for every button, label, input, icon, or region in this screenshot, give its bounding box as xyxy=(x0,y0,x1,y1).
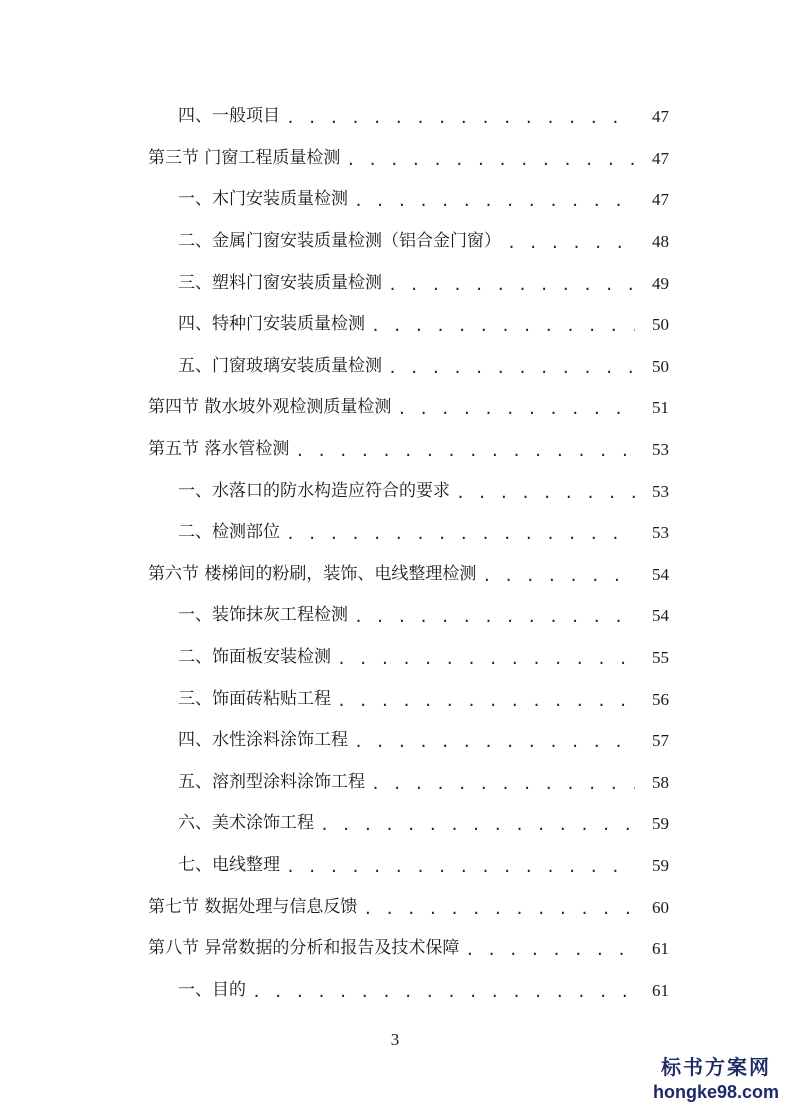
toc-entry-title: 四、特种门安装质量检测 xyxy=(178,314,365,335)
dot-leader xyxy=(388,278,635,293)
toc-entry[interactable] xyxy=(0,595,790,637)
dot-leader xyxy=(354,610,635,625)
toc-entry-title: 第五节 落水管检测 xyxy=(148,439,290,460)
toc-entry-title: 二、饰面板安装检测 xyxy=(178,647,331,668)
toc-section-entry[interactable] xyxy=(0,554,790,596)
toc-entry-title: 五、门窗玻璃安装质量检测 xyxy=(178,355,382,376)
toc-entry-page: 53 xyxy=(652,481,669,501)
toc-entry-title: 第六节 楼梯间的粉刷，装饰、电线整理检测 xyxy=(148,563,477,584)
dot-leader xyxy=(482,569,635,584)
toc-entry-page: 54 xyxy=(652,564,669,584)
toc-entry[interactable] xyxy=(0,803,790,845)
toc-entry-title: 一、目的 xyxy=(178,979,246,1000)
toc-entry[interactable] xyxy=(0,512,790,554)
toc-entry-title: 三、饰面砖粘贴工程 xyxy=(178,688,331,709)
toc-section-entry[interactable] xyxy=(0,429,790,471)
toc-entry-page: 54 xyxy=(652,606,669,626)
toc-entry-page: 48 xyxy=(652,232,669,252)
dot-leader xyxy=(286,111,635,126)
toc-section-entry[interactable] xyxy=(0,387,790,429)
toc-entry-page: 61 xyxy=(652,939,669,959)
watermark-chinese-text: 标书方案网 xyxy=(661,1055,771,1079)
toc-entry[interactable] xyxy=(0,969,790,1011)
toc-entry[interactable] xyxy=(0,637,790,679)
toc-entry[interactable] xyxy=(0,346,790,388)
toc-entry[interactable] xyxy=(0,470,790,512)
toc-section-entry[interactable] xyxy=(0,138,790,180)
dot-leader xyxy=(354,735,635,750)
toc-entry-page: 61 xyxy=(652,980,669,1000)
table-of-contents xyxy=(0,96,790,1011)
dot-leader xyxy=(252,985,635,1000)
dot-leader xyxy=(337,652,635,667)
toc-entry-title: 六、美术涂饰工程 xyxy=(178,813,314,834)
dot-leader xyxy=(337,694,635,709)
toc-entry[interactable] xyxy=(0,720,790,762)
dot-leader xyxy=(286,860,635,875)
toc-entry-page: 59 xyxy=(652,814,669,834)
toc-entry-page: 51 xyxy=(652,398,669,418)
site-watermark xyxy=(650,1054,782,1112)
toc-entry-title: 三、塑料门窗安装质量检测 xyxy=(178,272,382,293)
toc-entry-title: 四、水性涂料涂饰工程 xyxy=(178,730,348,751)
toc-entry[interactable] xyxy=(0,678,790,720)
dot-leader xyxy=(371,319,635,334)
toc-entry-page: 47 xyxy=(652,148,669,168)
toc-entry[interactable] xyxy=(0,845,790,887)
dot-leader xyxy=(346,153,635,168)
toc-entry-page: 50 xyxy=(652,315,669,335)
toc-entry[interactable] xyxy=(0,304,790,346)
toc-entry-page: 49 xyxy=(652,273,669,293)
dot-leader xyxy=(507,236,635,251)
toc-entry-page: 50 xyxy=(652,356,669,376)
toc-entry-title: 第三节 门窗工程质量检测 xyxy=(148,147,341,168)
toc-entry-page: 53 xyxy=(652,440,669,460)
toc-entry-page: 53 xyxy=(652,523,669,543)
toc-entry-title: 第八节 异常数据的分析和报告及技术保障 xyxy=(148,938,460,959)
dot-leader xyxy=(354,194,635,209)
dot-leader xyxy=(320,818,635,833)
dot-leader xyxy=(456,486,635,501)
dot-leader xyxy=(295,444,635,459)
toc-entry-title: 五、溶剂型涂料涂饰工程 xyxy=(178,771,365,792)
toc-entry[interactable] xyxy=(0,221,790,263)
toc-entry-title: 二、金属门窗安装质量检测（铝合金门窗） xyxy=(178,231,501,252)
dot-leader xyxy=(388,361,635,376)
toc-entry-page: 56 xyxy=(652,689,669,709)
toc-entry-title: 一、装饰抹灰工程检测 xyxy=(178,605,348,626)
toc-entry-page: 60 xyxy=(652,897,669,917)
toc-entry[interactable] xyxy=(0,262,790,304)
toc-entry-page: 55 xyxy=(652,648,669,668)
toc-entry-title: 二、检测部位 xyxy=(178,522,280,543)
toc-entry[interactable] xyxy=(0,762,790,804)
toc-entry[interactable] xyxy=(0,96,790,138)
dot-leader xyxy=(371,777,635,792)
page-number: 3 xyxy=(390,1030,400,1049)
dot-leader xyxy=(465,943,635,958)
watermark-domain-text: hongke98.com xyxy=(652,1082,780,1102)
dot-leader xyxy=(397,402,635,417)
toc-entry-title: 四、一般项目 xyxy=(178,106,280,127)
dot-leader xyxy=(286,527,635,542)
toc-entry-title: 七、电线整理 xyxy=(178,854,280,875)
toc-section-entry[interactable] xyxy=(0,928,790,970)
dot-leader xyxy=(363,902,635,917)
toc-section-entry[interactable] xyxy=(0,886,790,928)
toc-entry-page: 59 xyxy=(652,855,669,875)
toc-entry-title: 第七节 数据处理与信息反馈 xyxy=(148,896,358,917)
toc-entry-title: 一、木门安装质量检测 xyxy=(178,189,348,210)
toc-entry-page: 47 xyxy=(652,190,669,210)
toc-entry-page: 57 xyxy=(652,731,669,751)
toc-entry-title: 第四节 散水坡外观检测质量检测 xyxy=(148,397,392,418)
toc-entry-title: 一、水落口的防水构造应符合的要求 xyxy=(178,480,450,501)
toc-entry-page: 47 xyxy=(652,107,669,127)
toc-entry-page: 58 xyxy=(652,772,669,792)
toc-entry[interactable] xyxy=(0,179,790,221)
